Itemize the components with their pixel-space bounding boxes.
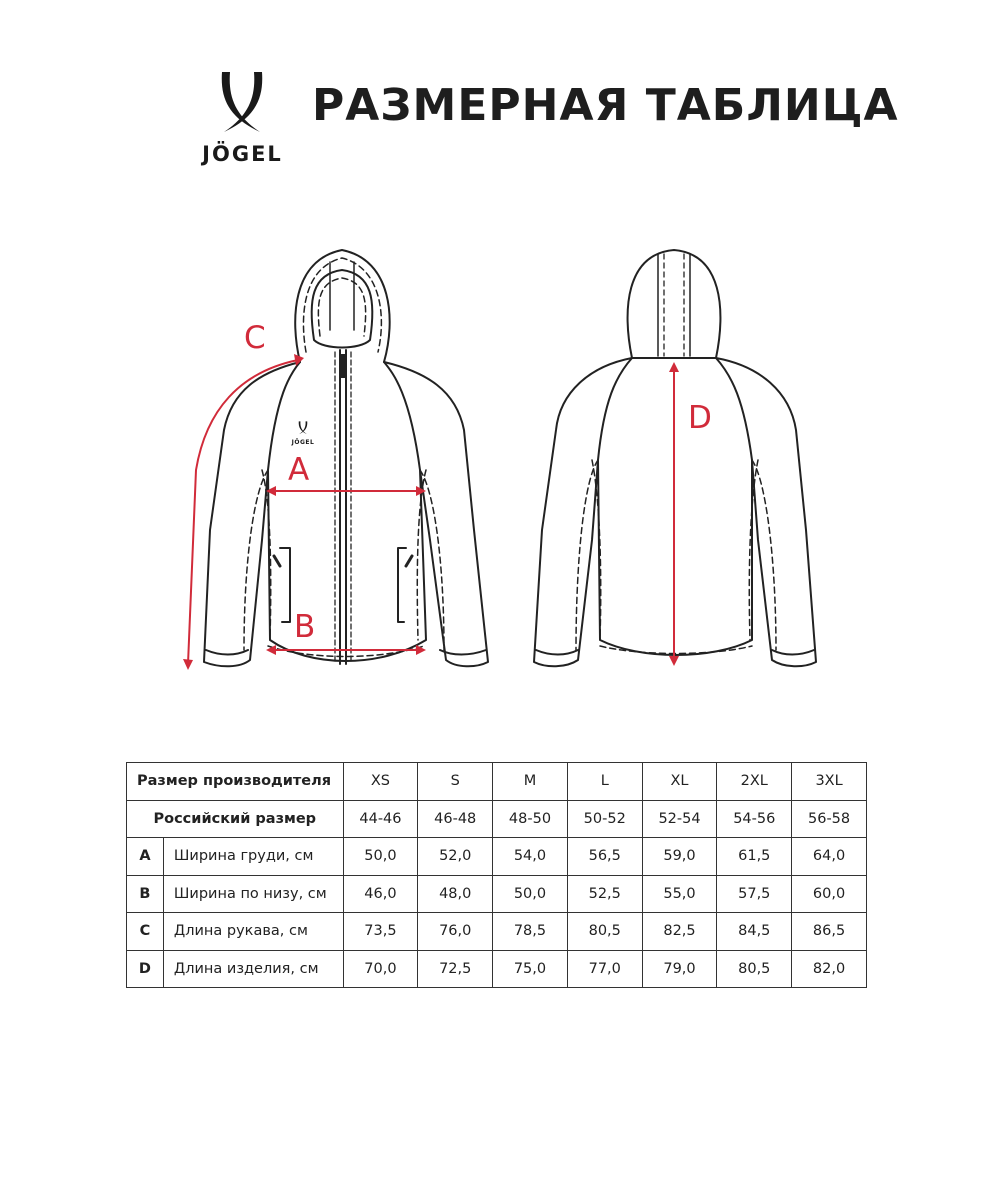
value-cell: 78,5 — [493, 913, 568, 951]
ru-size-cell: 52-54 — [642, 800, 717, 838]
size-cell: L — [567, 763, 642, 801]
brand-logo — [190, 70, 295, 170]
value-cell: 72,5 — [418, 950, 493, 988]
label-d: D — [688, 400, 712, 436]
size-table — [126, 762, 867, 988]
table-row — [127, 875, 867, 913]
table-row — [127, 763, 867, 801]
table-row — [127, 950, 867, 988]
value-cell: 80,5 — [567, 913, 642, 951]
measure-line-c — [188, 360, 298, 664]
value-cell: 54,0 — [493, 838, 568, 876]
row-label: Ширина груди, см — [163, 838, 343, 876]
value-cell: 50,0 — [493, 875, 568, 913]
value-cell: 76,0 — [418, 913, 493, 951]
ru-size-cell: 44-46 — [343, 800, 418, 838]
row-letter: A — [127, 838, 164, 876]
zipper-pull-icon — [340, 355, 346, 377]
value-cell: 86,5 — [792, 913, 867, 951]
value-cell: 70,0 — [343, 950, 418, 988]
value-cell: 46,0 — [343, 875, 418, 913]
brand-wordmark: JÖGEL — [202, 142, 283, 166]
size-cell: S — [418, 763, 493, 801]
size-cell: XS — [343, 763, 418, 801]
ru-size-cell: 46-48 — [418, 800, 493, 838]
back-hood — [628, 250, 721, 358]
right-pocket — [398, 548, 406, 622]
table-row — [127, 800, 867, 838]
ru-size-cell: 54-56 — [717, 800, 792, 838]
value-cell: 84,5 — [717, 913, 792, 951]
value-cell: 48,0 — [418, 875, 493, 913]
value-cell: 60,0 — [792, 875, 867, 913]
size-cell: XL — [642, 763, 717, 801]
value-cell: 73,5 — [343, 913, 418, 951]
front-zipper — [340, 350, 346, 664]
table-row — [127, 913, 867, 951]
row-letter: B — [127, 875, 164, 913]
row-label: Длина изделия, см — [163, 950, 343, 988]
header-russian: Российский размер — [127, 800, 344, 838]
ru-size-cell: 56-58 — [792, 800, 867, 838]
row-letter: C — [127, 913, 164, 951]
table-row — [127, 838, 867, 876]
value-cell: 79,0 — [642, 950, 717, 988]
left-pocket — [280, 548, 290, 622]
size-cell: 2XL — [717, 763, 792, 801]
value-cell: 55,0 — [642, 875, 717, 913]
value-cell: 52,5 — [567, 875, 642, 913]
page-title: РАЗМЕРНАЯ ТАБЛИЦА — [312, 80, 899, 131]
row-label: Длина рукава, см — [163, 913, 343, 951]
label-b: B — [294, 609, 316, 645]
value-cell: 59,0 — [642, 838, 717, 876]
size-cell: M — [493, 763, 568, 801]
value-cell: 56,5 — [567, 838, 642, 876]
row-label: Ширина по низу, см — [163, 875, 343, 913]
value-cell: 75,0 — [493, 950, 568, 988]
ru-size-cell: 50-52 — [567, 800, 642, 838]
value-cell: 82,5 — [642, 913, 717, 951]
header-manufacturer: Размер производителя — [127, 763, 344, 801]
value-cell: 50,0 — [343, 838, 418, 876]
row-letter: D — [127, 950, 164, 988]
jacket-illustration — [0, 240, 1000, 680]
label-a: A — [288, 452, 310, 488]
ru-size-cell: 48-50 — [493, 800, 568, 838]
jogel-emblem-icon — [216, 70, 268, 136]
size-cell: 3XL — [792, 763, 867, 801]
jogel-emblem-icon — [296, 421, 310, 435]
value-cell: 82,0 — [792, 950, 867, 988]
label-c: C — [244, 320, 266, 356]
front-hood — [295, 250, 389, 362]
value-cell: 57,5 — [717, 875, 792, 913]
value-cell: 61,5 — [717, 838, 792, 876]
value-cell: 52,0 — [418, 838, 493, 876]
chest-logo — [289, 420, 317, 446]
value-cell: 64,0 — [792, 838, 867, 876]
value-cell: 77,0 — [567, 950, 642, 988]
chest-logo-text: JÖGEL — [291, 439, 315, 446]
value-cell: 80,5 — [717, 950, 792, 988]
